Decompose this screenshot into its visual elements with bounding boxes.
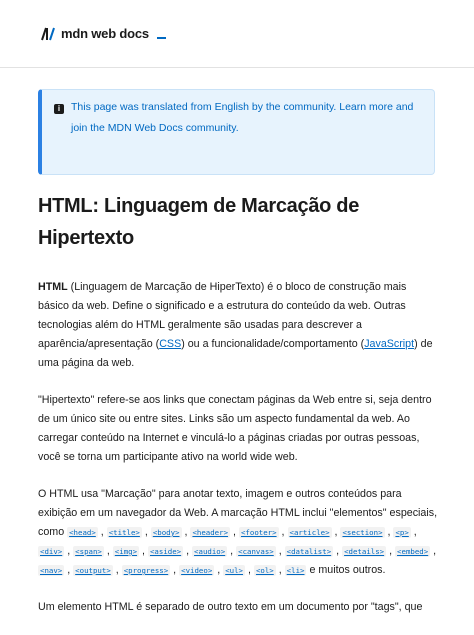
html-strong: HTML	[38, 281, 68, 293]
info-icon: i	[54, 104, 64, 114]
tag-separator: ,	[64, 564, 74, 576]
element-tag-link[interactable]: <p>	[395, 528, 409, 537]
element-tag-link[interactable]: <head>	[69, 528, 96, 537]
tag-separator: ,	[410, 526, 417, 538]
element-tag-link[interactable]: <video>	[181, 566, 213, 575]
javascript-link[interactable]: JavaScript	[364, 338, 415, 350]
element-tag-link[interactable]: <section>	[342, 528, 383, 537]
element-tag-link[interactable]: <li>	[286, 566, 305, 575]
tag-separator: ,	[103, 545, 113, 557]
tag-separator: ,	[64, 545, 74, 557]
notice-text[interactable]: This page was translated from English by the community. Learn more and join the MDN Web Docs community.	[71, 101, 414, 134]
element-tag-link[interactable]: <ul>	[225, 566, 244, 575]
translation-notice	[38, 89, 435, 175]
tag-separator: ,	[278, 526, 288, 538]
element-tag-link[interactable]: <title>	[108, 528, 140, 537]
tag-separator: ,	[245, 564, 254, 576]
element-tag-link[interactable]: <header>	[192, 528, 229, 537]
element-tag-link[interactable]: <details>	[344, 547, 385, 556]
tag-separator: ,	[331, 526, 341, 538]
element-tag-link[interactable]: <article>	[289, 528, 330, 537]
tag-separator: ,	[333, 545, 343, 557]
mdn-logo-icon	[40, 27, 56, 41]
intro-text-b: ) ou a funcionalidade/comportamento (	[181, 338, 365, 350]
markup-paragraph	[38, 485, 438, 580]
element-tag-link[interactable]: <canvas>	[238, 547, 274, 556]
site-header	[0, 0, 474, 68]
tag-separator: ,	[170, 564, 180, 576]
intro-paragraph	[38, 278, 438, 373]
tag-separator: ,	[227, 545, 237, 557]
tag-separator: ,	[275, 545, 285, 557]
tag-separator: ,	[275, 564, 285, 576]
markup-text-a: O HTML usa "Marcação" para anotar texto, imagem e outros conteúdos para exibição em um navegador da Web. A marcação HTML inclui "elementos" especiais, como	[38, 488, 438, 538]
css-link[interactable]: CSS	[159, 338, 182, 350]
element-tag-link[interactable]: <nav>	[40, 566, 63, 575]
logo-cursor	[157, 37, 166, 39]
tag-separator: ,	[139, 545, 148, 557]
tag-separator: ,	[112, 564, 122, 576]
element-tag-link[interactable]: <img>	[114, 547, 138, 556]
intro-text-a: (Linguagem de Marcação de HiperTexto) é o bloco de construção mais básico da web. Define o significado e a estrutura do conteúdo da web. Outras tecnologias além do HTML geralmente são usadas para descrever a aparência/apresentação (	[38, 281, 407, 350]
element-tag-link[interactable]: <output>	[75, 566, 111, 575]
element-tag-link[interactable]: <body>	[152, 528, 180, 537]
logo-text: mdn web docs	[61, 26, 149, 41]
intro-text-c: ) de uma página da web.	[38, 338, 433, 369]
tag-separator: ,	[141, 526, 151, 538]
element-tag-link[interactable]: <footer>	[240, 528, 277, 537]
element-tag-link[interactable]: <ol>	[255, 566, 274, 575]
element-tag-link[interactable]: <audio>	[194, 547, 226, 556]
mdn-logo[interactable]	[40, 26, 166, 41]
tag-separator: ,	[386, 545, 396, 557]
tag-separator: ,	[183, 545, 193, 557]
tag-separator: ,	[230, 526, 239, 538]
page-title: HTML: Linguagem de Marcação de Hipertexto	[38, 195, 360, 249]
element-tag-link[interactable]: <progress>	[123, 566, 169, 575]
element-tag-link[interactable]: <div>	[40, 547, 63, 556]
element-tag-link[interactable]: <aside>	[149, 547, 182, 556]
tag-separator: ,	[430, 545, 437, 557]
element-tag-link[interactable]: <datalist>	[286, 547, 332, 556]
markup-text-b: e muitos outros.	[306, 564, 386, 576]
tag-separator: ,	[97, 526, 107, 538]
hypertext-paragraph: "Hipertexto" refere-se aos links que conectam páginas da Web entre si, seja dentro de um único site ou entre sites. Links são um aspecto fundamental da web. Ao carregar conteúdo na Internet e vinculá-lo a páginas criadas por outras pessoas, você se torna um participante ativo na world wide web.	[38, 394, 432, 463]
element-tag-link[interactable]: <span>	[75, 547, 102, 556]
element-tag-link[interactable]: <embed>	[397, 547, 429, 556]
tag-separator: ,	[181, 526, 191, 538]
article-content	[38, 190, 438, 635]
tag-separator: ,	[384, 526, 394, 538]
element-paragraph: Um elemento HTML é separado de outro texto em um documento por "tags", que	[38, 601, 423, 613]
tag-separator: ,	[214, 564, 224, 576]
